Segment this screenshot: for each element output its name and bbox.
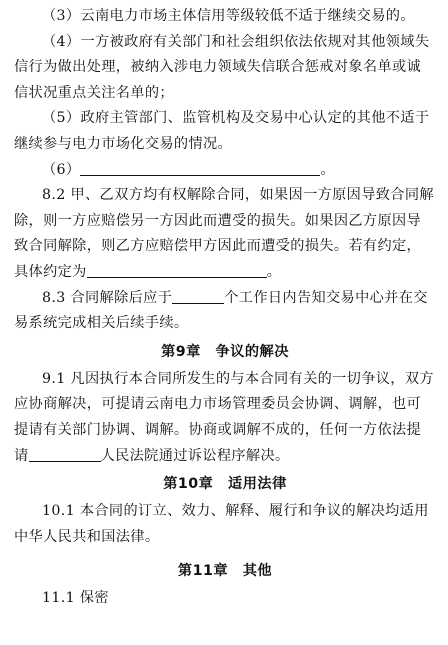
clause-11-1-line-1: 11.1 保密 — [42, 590, 109, 607]
clause-6-blank[interactable] — [80, 161, 320, 176]
clause-9-1-line-1: 9.1 凡因执行本合同所发生的与本合同有关的一切争议，双方 — [42, 370, 434, 387]
clause-8-2-line-3: 致合同解除，则乙方应赔偿甲方因此而遭受的损失。若有约定， — [14, 238, 422, 255]
clause-3-line-1: （3）云南电力市场主体信用等级较低不适于继续交易的。 — [42, 8, 415, 24]
clause-5-line-1: （5）政府主管部门、监管机构及交易中心认定的其他不适于 — [42, 110, 430, 127]
clause-9-1-last-suffix: 人民法院通过诉讼程序解决。 — [100, 447, 290, 464]
clause-6-prefix: （6） — [42, 161, 81, 178]
clause-10-1-line-1: 10.1 本合同的订立、效力、解释、履行和争议的解决均适用 — [42, 503, 429, 520]
clause-6-suffix: 。 — [320, 161, 335, 178]
clause-8-3-prefix: 8.3 合同解除后应于 — [42, 289, 173, 306]
chapter-9-title: 第9章 争议的解决 — [161, 343, 289, 360]
chapter-11-title: 第11章 其他 — [177, 563, 273, 580]
clause-8-2-last-prefix: 具体约定为 — [14, 263, 87, 280]
clause-9-1-blank[interactable] — [29, 447, 101, 462]
clause-8-2-last-suffix: 。 — [266, 263, 282, 280]
clause-9-1-line-3: 提请有关部门协调、调解。协商或调解不成的，任何一方依法提 — [14, 421, 422, 438]
clause-8-3-blank[interactable] — [172, 289, 224, 304]
chapter-10-title: 第10章 适用法律 — [163, 476, 287, 493]
clause-10-1-line-2: 中华人民共和国法律。 — [14, 528, 160, 545]
clause-6-line — [14, 158, 436, 184]
clause-9-1-line-4 — [14, 444, 436, 470]
clause-8-3-line-1 — [14, 286, 436, 312]
clause-8-2-line-2: 除，则一方应赔偿另一方因此而遭受的损失。如果因乙方原因导 — [14, 212, 422, 229]
clause-8-2-line-4 — [14, 260, 436, 286]
clause-8-3-line-2: 易系统完成相关后续手续。 — [14, 315, 189, 332]
clause-8-3-suffix: 个工作日内告知交易中心并在交 — [224, 289, 428, 306]
clause-5-line-2: 继续参与电力市场化交易的情况。 — [14, 135, 233, 152]
clause-4-line-3: 信状况重点关注名单的； — [14, 84, 174, 101]
clause-4-line-2: 信行为做出处理，被纳入涉电力领域失信联合惩戒对象名单或诚 — [14, 59, 422, 76]
clause-8-2-line-1: 8.2 甲、乙双方均有权解除合同，如果因一方原因导致合同解 — [42, 187, 434, 204]
clause-4-line-1: （4）一方被政府有关部门和社会组织依法依规对其他领域失 — [42, 33, 430, 50]
clause-8-2-blank[interactable] — [87, 263, 267, 278]
clause-9-1-last-prefix: 请 — [14, 447, 29, 464]
clause-9-1-line-2: 应协商解决，可提请云南电力市场管理委员会协调、调解，也可 — [14, 396, 422, 413]
